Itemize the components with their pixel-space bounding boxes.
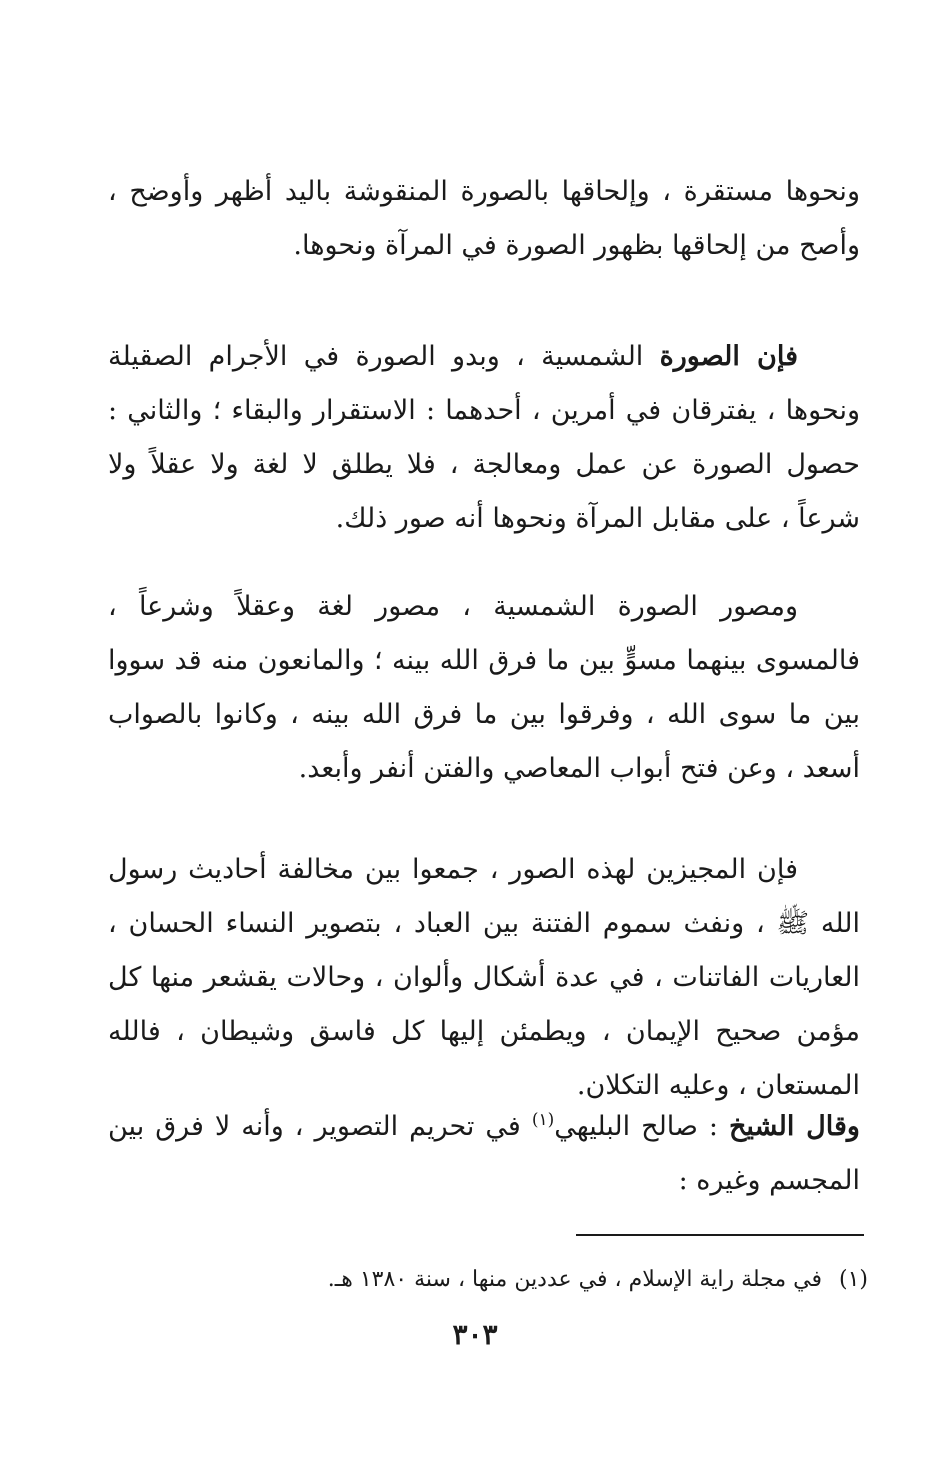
- footnote-mark: (١): [838, 1267, 868, 1292]
- paragraph-5-lead: وقال الشيخ: [729, 1111, 860, 1142]
- paragraph-2: [108, 330, 860, 546]
- paragraph-3-text: ومصور الصورة الشمسية ، مصور لغة وعقلاً وشرعاً ، فالمسوى بينهما مسوٍّ بين ما فرق الله بينه ؛ والمانعون منه قد سووا بين ما سوى الله ، وفرقوا بين ما فرق الله بينه ، وكانوا بالصواب أسعد ، وعن فتح أبواب المعاصي والفتن أنفر وأبعد.: [108, 591, 860, 784]
- page-number: ٣٠٣: [452, 1318, 498, 1351]
- paragraph-5: [108, 1100, 860, 1208]
- footnote-text: في مجلة راية الإسلام ، في عددين منها ، سنة ١٣٨٠ هـ.: [327, 1267, 822, 1292]
- paragraph-1-text: ونحوها مستقرة ، وإلحاقها بالصورة المنقوشة باليد أظهر وأوضح ، وأصح من إلحاقها بظهور الصورة في المرآة ونحوها.: [108, 176, 860, 261]
- paragraph-4: [108, 843, 860, 1113]
- paragraph-2-lead: فإن الصورة: [659, 341, 798, 372]
- paragraph-2-body: الشمسية ، وبدو الصورة في الأجرام الصقيلة ونحوها ، يفترقان في أمرين ، أحدهما : الاستقرار والبقاء ؛ والثاني : حصول الصورة عن عمل ومعالجة ، فلا يطلق لا لغة ولا عقلاً ولا شرعاً ، على مقابل المرآة ونحوها أنه صور ذلك.: [108, 341, 860, 534]
- footnote: [108, 1262, 868, 1298]
- paragraph-3: [108, 580, 860, 796]
- paragraph-2-text: [108, 330, 860, 546]
- paragraph-5-author: : صالح البليهي: [554, 1111, 729, 1142]
- footnote-reference[interactable]: (١): [531, 1110, 555, 1130]
- paragraph-1: [108, 165, 860, 273]
- paragraph-4-text: فإن المجيزين لهذه الصور ، جمعوا بين مخالفة أحاديث رسول الله ﷺ ، ونفث سموم الفتنة بين العباد ، بتصوير النساء الحسان ، العاريات الفاتنات ، في عدة أشكال وألوان ، وحالات يقشعر منها كل مؤمن صحيح الإيمان ، ويطمئن إليها كل فاسق وشيطان ، فالله المستعان ، وعليه التكلان.: [108, 854, 861, 1101]
- paragraph-5-text: [108, 1100, 860, 1208]
- paragraph-5-body: في تحريم التصوير ، وأنه لا فرق بين المجسم وغيره :: [108, 1111, 860, 1196]
- footnote-divider: [576, 1234, 864, 1236]
